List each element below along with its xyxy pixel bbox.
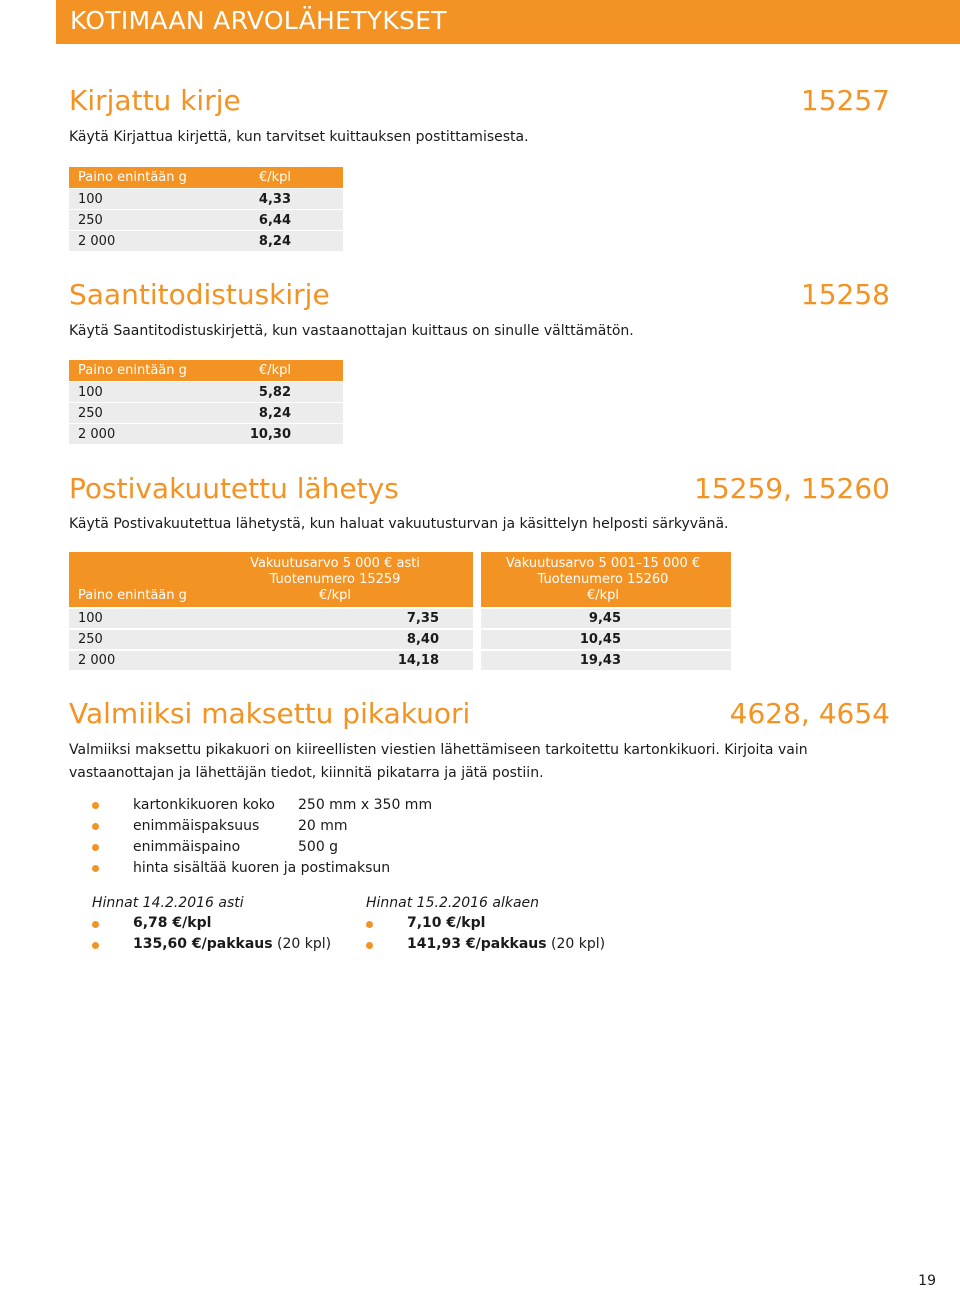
table-header-weight: Paino enintään g bbox=[78, 588, 187, 603]
prices-heading: Hinnat 14.2.2016 asti bbox=[92, 895, 244, 911]
table-row bbox=[69, 382, 343, 402]
header-line-product: Tuotenumero 15259 bbox=[269, 572, 401, 587]
table-header-col-15260 bbox=[485, 556, 721, 604]
table-cell-weight: 100 bbox=[78, 385, 103, 400]
table-cell-weight: 2 000 bbox=[78, 653, 116, 668]
bullet-icon bbox=[92, 823, 99, 830]
page-header-title: KOTIMAAN ARVOLÄHETYKSET bbox=[70, 6, 447, 35]
header-line-unit: €/kpl bbox=[586, 588, 620, 603]
table-header-weight: Paino enintään g bbox=[78, 363, 187, 378]
spec-value: 250 mm x 350 mm bbox=[298, 797, 433, 813]
table-header-row bbox=[69, 360, 343, 381]
price-text bbox=[133, 936, 331, 952]
spec-value: 500 g bbox=[298, 839, 339, 855]
price-text bbox=[133, 915, 211, 931]
price-text bbox=[407, 915, 485, 931]
section-code-postivakuutettu: 15259, 15260 bbox=[694, 472, 890, 505]
table-cell-weight: 250 bbox=[78, 632, 103, 647]
price-rest: (20 kpl) bbox=[272, 936, 332, 952]
table-header-weight: Paino enintään g bbox=[78, 170, 187, 185]
list-item bbox=[366, 914, 539, 935]
table-row bbox=[69, 231, 343, 251]
table-header-row bbox=[69, 552, 731, 607]
table-cell-weight: 2 000 bbox=[78, 234, 116, 249]
price-table-saantitodistuskirje bbox=[69, 360, 343, 445]
table-header-block-b bbox=[481, 552, 731, 607]
table-row bbox=[69, 403, 343, 423]
list-item bbox=[92, 914, 244, 935]
table-cell-weight: 250 bbox=[78, 406, 103, 421]
table-cell-weight: 2 000 bbox=[78, 427, 116, 442]
section-description-postivakuutettu: Käytä Postivakuutettua lähetystä, kun haluat vakuutusturvan ja käsittelyn helposti särkyvänä. bbox=[69, 516, 729, 532]
price-bold: 141,93 €/pakkaus bbox=[407, 936, 547, 952]
table-cell-price-15259: 7,35 bbox=[406, 611, 439, 626]
price-bold: 6,78 €/kpl bbox=[133, 915, 212, 931]
price-rest: (20 kpl) bbox=[546, 936, 606, 952]
table-row bbox=[69, 630, 731, 649]
spec-label: hinta sisältää kuoren ja postimaksun bbox=[133, 860, 391, 876]
section-title-pikakuori: Valmiiksi maksettu pikakuori bbox=[69, 697, 471, 730]
bullet-icon bbox=[92, 865, 99, 872]
price-table-kirjattu-kirje bbox=[69, 167, 343, 252]
section-code-kirjattu-kirje: 15257 bbox=[800, 84, 890, 117]
table-header-price: €/kpl bbox=[258, 170, 291, 185]
bullet-icon bbox=[92, 942, 99, 949]
section-description-saantitodistuskirje: Käytä Saantitodistuskirjettä, kun vastaanottajan kuittaus on sinulle välttämätön. bbox=[69, 323, 634, 339]
table-cell-price-15260: 9,45 bbox=[588, 611, 621, 626]
prices-heading: Hinnat 15.2.2016 alkaen bbox=[366, 895, 540, 911]
section-title-postivakuutettu: Postivakuutettu lähetys bbox=[69, 472, 399, 505]
bullet-icon bbox=[366, 921, 373, 928]
table-cell-weight: 100 bbox=[78, 192, 103, 207]
page-header-bar bbox=[56, 0, 960, 44]
spec-value: 20 mm bbox=[298, 818, 348, 834]
table-cell-price-15260: 19,43 bbox=[579, 653, 621, 668]
list-item bbox=[366, 935, 606, 956]
table-cell-price: 10,30 bbox=[249, 427, 291, 442]
table-row bbox=[69, 609, 731, 628]
section-title-kirjattu-kirje: Kirjattu kirje bbox=[69, 84, 241, 117]
price-bold: 7,10 €/kpl bbox=[407, 915, 486, 931]
spec-label: kartonkikuoren koko bbox=[133, 797, 275, 813]
header-line-insurance: Vakuutusarvo 5 000 € asti bbox=[250, 556, 420, 571]
section-code-pikakuori: 4628, 4654 bbox=[729, 697, 890, 730]
table-cell-price-15259: 14,18 bbox=[397, 653, 439, 668]
table-header-row bbox=[69, 167, 343, 188]
table-cell-price: 8,24 bbox=[258, 234, 291, 249]
bullet-icon bbox=[92, 844, 99, 851]
table-cell-price-15260: 10,45 bbox=[579, 632, 621, 647]
bullet-icon bbox=[366, 942, 373, 949]
section-description-pikakuori: Valmiiksi maksettu pikakuori on kiireellisten viestien lähettämiseen tarkoitettu kartonkikuori. Kirjoita vain vastaanottajan ja lähettäjän tiedot, kiinnitä pikatarra ja jätä postiin. bbox=[69, 742, 808, 781]
header-line-unit: €/kpl bbox=[318, 588, 352, 603]
table-header-col-15259 bbox=[225, 556, 445, 604]
table-row bbox=[69, 189, 343, 209]
table-cell-price: 4,33 bbox=[258, 192, 291, 207]
list-item bbox=[92, 935, 332, 956]
table-row bbox=[69, 210, 343, 230]
prices-until-14-2-2016 bbox=[92, 893, 332, 956]
table-cell-weight: 100 bbox=[78, 611, 103, 626]
table-header-price: €/kpl bbox=[258, 363, 291, 378]
bullet-icon bbox=[92, 921, 99, 928]
table-cell-price-15259: 8,40 bbox=[406, 632, 439, 647]
spec-label: enimmäispaino bbox=[133, 839, 241, 855]
table-cell-price: 5,82 bbox=[258, 385, 291, 400]
section-code-saantitodistuskirje: 15258 bbox=[800, 278, 890, 311]
table-header-block-a bbox=[69, 552, 473, 607]
table-row bbox=[69, 424, 343, 444]
prices-from-15-2-2016 bbox=[366, 893, 606, 956]
table-cell-weight: 250 bbox=[78, 213, 103, 228]
price-text bbox=[407, 936, 605, 952]
price-bold: 135,60 €/pakkaus bbox=[133, 936, 273, 952]
table-cell-price: 6,44 bbox=[258, 213, 291, 228]
section-title-saantitodistuskirje: Saantitodistuskirje bbox=[69, 278, 330, 311]
page-number: 19 bbox=[918, 1273, 936, 1289]
table-row bbox=[69, 651, 731, 670]
spec-label: enimmäispaksuus bbox=[133, 818, 260, 834]
price-table-postivakuutettu bbox=[69, 552, 731, 670]
table-cell-price: 8,24 bbox=[258, 406, 291, 421]
section-description-kirjattu-kirje: Käytä Kirjattua kirjettä, kun tarvitset kuittauksen postittamisesta. bbox=[69, 129, 529, 145]
header-line-insurance: Vakuutusarvo 5 001–15 000 € bbox=[505, 556, 701, 571]
bullet-icon bbox=[92, 802, 99, 809]
header-line-product: Tuotenumero 15260 bbox=[537, 572, 669, 587]
